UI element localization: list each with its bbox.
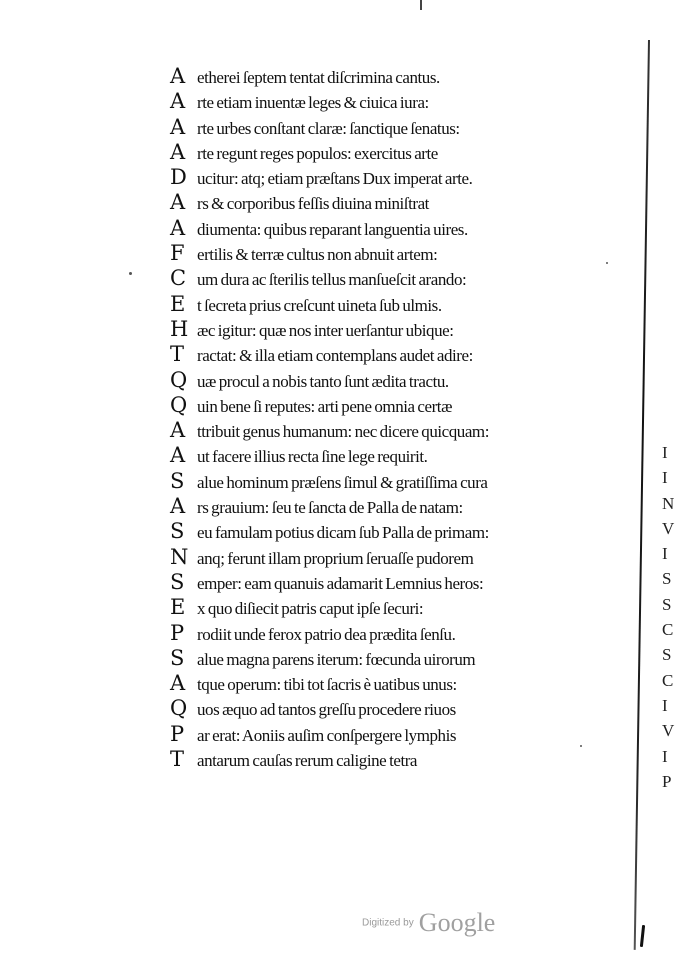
verse-line [170,241,630,266]
verse-initial: C [170,266,187,291]
facing-page-initial: V [662,518,675,538]
facing-page-initial: C [662,670,674,690]
verse-line [170,469,630,494]
verse-initial: A [170,443,186,468]
verse-text: ucitur: atq; etiam præſtans Dux imperat arte. [197,169,473,189]
verse-initial: A [170,494,186,519]
verse-text: ttribuit genus humanum: nec dicere quicquam: [197,422,489,442]
ink-speck [129,272,132,275]
verse-text: ar erat: Aoniis auſim conſpergere lymphis [197,725,457,745]
verse-text: uæ procul a nobis tanto ſunt ædita tractu. [197,371,449,391]
verse-line [170,418,630,443]
verse-line [170,140,630,165]
verse-initial: N [170,544,189,569]
ink-speck [580,745,582,747]
verse-initial: E [170,595,186,620]
verse-initial: A [170,89,186,114]
watermark-prefix: Digitized by [362,917,414,929]
ink-speck [606,262,608,264]
verse-text: ractat: & illa etiam contemplans audet adire: [197,346,473,366]
facing-page-initial: I [662,746,668,766]
verse-line [170,621,630,646]
verse-initial: T [170,342,185,367]
facing-page-edge [634,40,650,950]
verse-initial: A [170,418,186,443]
verse-initial: Q [170,696,188,721]
verse-line [170,317,630,342]
verse-text: alue magna parens iterum: fœcunda uirorum [197,649,476,669]
facing-page-initial: P [662,771,672,791]
verse-text: eu famulam potius dicam ſub Palla de primam: [197,523,489,543]
verse-initial: D [170,165,187,190]
verse-initial: A [170,64,186,88]
verse-initial: T [170,747,185,772]
verse-line [170,646,630,671]
verse-line [170,115,630,140]
verse-initial: A [170,215,186,240]
verse-text: etherei ſeptem tentat diſcrimina cantus. [197,68,440,87]
verse-text: rs & corporibus feſſis diuina miniſtrat [197,194,429,214]
verse-text: diumenta: quibus reparant languentia uires. [197,219,468,239]
verse-text: anq; ferunt illam proprium ſeruaſſe pudorem [197,548,474,568]
facing-page-initial: N [662,493,675,513]
verse-text: æc igitur: quæ nos inter uerſantur ubique: [197,320,454,340]
verse-line [170,292,630,317]
verse-text: rte etiam inuentæ leges & ciuica iura: [197,93,429,113]
facing-page-initial: C [662,620,674,640]
facing-page-initials [662,440,686,794]
top-ink-mark [420,0,422,10]
verse-text: uin bene ſi reputes: arti pene omnia certæ [197,396,452,416]
verse-line [170,165,630,190]
facing-page-initial: I [662,695,668,715]
verse-line [170,342,630,367]
verse-initial: S [170,519,185,544]
verse-initial: P [170,721,185,746]
verse-line [170,519,630,544]
verse-initial: F [170,241,185,266]
verse-initial: H [170,316,189,341]
verse-line [170,545,630,570]
facing-page-initial: S [662,569,672,589]
verse-line [170,696,630,721]
verse-initial: S [170,569,185,594]
verse-text: rte regunt reges populos: exercitus arte [197,143,438,163]
verse-line [170,595,630,620]
verse-line [170,747,630,772]
verse-initial: A [170,114,186,139]
verse-text: uos æquo ad tantos greſſu procedere riuos [197,700,456,720]
verse-line [170,216,630,241]
verse-text: x quo diſiecit patris caput ipſe ſecuri: [197,599,424,619]
verse-line [170,393,630,418]
verse-initial: E [170,291,186,316]
verse-initial: P [170,620,185,645]
verse-initial: A [170,671,186,696]
verse-line [170,722,630,747]
verse-line [170,266,630,291]
verse-line [170,443,630,468]
verse-text: emper: eam quanuis adamarit Lemnius heros: [197,573,484,593]
poem-text-block [170,64,630,772]
verse-line [170,368,630,393]
verse-text: rodiit unde ferox patrio dea prædita ſenſu. [197,624,456,644]
verse-initial: S [170,645,185,670]
verse-initial: S [170,468,185,493]
verse-text: ertilis & terræ cultus non abnuit artem: [197,245,438,265]
verse-text: ut facere illius recta ſine lege requirit. [197,447,428,467]
verse-text: tque operum: tibi tot ſacris è uatibus unus: [197,675,457,695]
google-logo: Google [418,908,496,937]
verse-line [170,190,630,215]
verse-text: antarum cauſas rerum caligine tetra [197,751,418,771]
verse-initial: A [170,139,186,164]
digitized-by-google-watermark [362,908,495,938]
verse-text: rs grauium: ſeu te ſancta de Palla de natam: [197,498,463,518]
facing-page-initial: V [662,721,675,741]
verse-text: um dura ac ſterilis tellus manſueſcit arando: [197,270,467,290]
facing-page-initial: S [662,645,672,665]
verse-text: t ſecreta prius creſcunt uineta ſub ulmis. [197,295,442,315]
verse-text: rte urbes conſtant claræ: ſanctique ſenatus: [197,118,460,138]
facing-page-initial: I [662,544,668,564]
facing-page-initial: I [662,468,668,488]
verse-line [170,494,630,519]
verse-initial: Q [170,367,188,392]
page-corner-mark [640,925,645,947]
verse-initial: Q [170,392,188,417]
verse-line [170,671,630,696]
facing-page-initial: I [662,443,668,462]
verse-line [170,64,630,89]
verse-line [170,570,630,595]
verse-initial: A [170,190,186,215]
verse-line [170,89,630,114]
facing-page-initial: S [662,594,672,614]
verse-text: alue hominum præſens ſimul & gratiſſima cura [197,472,488,492]
